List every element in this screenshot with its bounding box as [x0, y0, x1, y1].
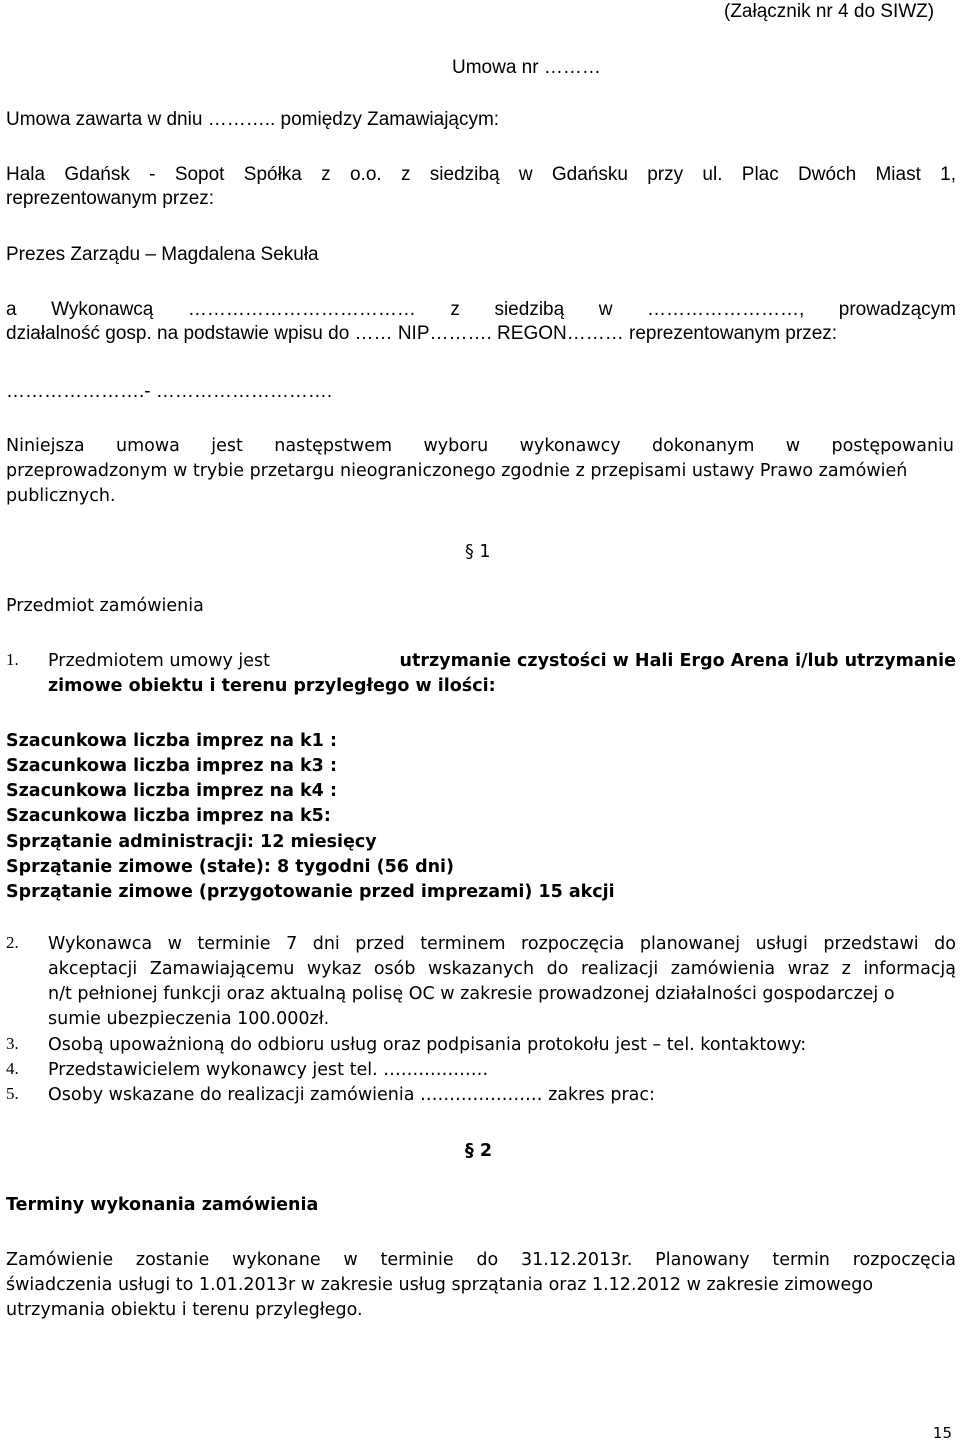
item-2-line: sumie ubezpieczenia 100.000zł. [48, 1009, 330, 1029]
item-4-line: Przedstawicielem wykonawcy jest tel. ……………… [48, 1060, 489, 1080]
contractor-line: a Wykonawcą ……………………………… z siedzibą w ……………………, prowadzącym [6, 299, 956, 320]
item-1-number: 1. [6, 650, 19, 669]
contractor-representative: ………………….- ………………………. [6, 381, 333, 402]
contractor-registration: działalność gosp. na podstawie wpisu do …… NIP………. REGON……… reprezentowanym przez: [6, 323, 838, 344]
item-1-line [48, 649, 956, 673]
basis-line-3: publicznych. [6, 486, 116, 506]
list-item: Szacunkowa liczba imprez na k3 : [6, 756, 337, 776]
page-number: 15 [932, 1424, 952, 1442]
terms-line: utrzymania obiektu i terenu przyległego. [6, 1300, 363, 1320]
item-3-number: 3. [6, 1034, 19, 1053]
item-5-line: Osoby wskazane do realizacji zamówienia ………………… zakres prac: [48, 1085, 655, 1105]
list-item: Sprzątanie zimowe (przygotowanie przed imprezami) 15 akcji [6, 882, 615, 902]
list-item: Szacunkowa liczba imprez na k5: [6, 806, 331, 826]
section-1-symbol: § 1 [465, 542, 491, 562]
contract-title: Umowa nr ……… [452, 57, 601, 78]
terms-line: świadczenia usługi to 1.01.2013r w zakresie usług sprzątania oraz 1.12.2012 w zakresie zimowego [6, 1275, 874, 1295]
ordering-party-address: Hala Gdańsk - Sopot Spółka z o.o. z siedzibą w Gdańsku przy ul. Plac Dwóch Miast 1, [6, 164, 956, 185]
item-3-line: Osobą upoważnioną do odbioru usług oraz podpisania protokołu jest – tel. kontaktowy: [48, 1035, 807, 1055]
ordering-party-represented: reprezentowanym przez: [6, 188, 215, 209]
basis-line-1: Niniejsza umowa jest następstwem wyboru wykonawcy dokonanym w postępowaniu [6, 436, 954, 456]
item-5-number: 5. [6, 1084, 19, 1103]
list-item: Sprzątanie zimowe (stałe): 8 tygodni (56 dni) [6, 857, 455, 877]
item-2-line: Wykonawca w terminie 7 dni przed terminem rozpoczęcia planowanej usługi przedstawi do [48, 934, 956, 954]
attachment-label: (Załącznik nr 4 do SIWZ) [724, 1, 935, 22]
item-1-text: Przedmiotem umowy jest [48, 651, 271, 671]
president-line: Prezes Zarządu – Magdalena Sekuła [6, 244, 319, 265]
item-1-continuation: zimowe obiektu i terenu przyległego w ilości: [48, 676, 496, 696]
terms-line: Zamówienie zostanie wykonane w terminie do 31.12.2013r. Planowany termin rozpoczęcia [6, 1250, 956, 1270]
item-2-number: 2. [6, 933, 19, 952]
item-4-number: 4. [6, 1059, 19, 1078]
section-2-title: Terminy wykonania zamówienia [6, 1195, 319, 1215]
section-2-symbol: § 2 [465, 1141, 493, 1161]
basis-line-2: przeprowadzonym w trybie przetargu nieograniczonego zgodnie z przepisami ustawy Prawo zamówień [6, 461, 908, 481]
intro-line: Umowa zawarta w dniu ……….. pomiędzy Zamawiającym: [6, 109, 500, 130]
list-item: Szacunkowa liczba imprez na k4 : [6, 781, 337, 801]
list-item: Sprzątanie administracji: 12 miesięcy [6, 832, 377, 852]
list-item: Szacunkowa liczba imprez na k1 : [6, 731, 337, 751]
item-2-line: n/t pełnionej funkcji oraz aktualną polisę OC w zakresie prowadzonej działalności gospodarczej o [48, 984, 895, 1004]
item-1-subject: utrzymanie czystości w Hali Ergo Arena i/lub utrzymanie [399, 651, 956, 671]
item-2-line: akceptacji Zamawiającemu wykaz osób wskazanych do realizacji zamówienia wraz z informacją [48, 959, 956, 979]
section-1-title: Przedmiot zamówienia [6, 596, 204, 616]
